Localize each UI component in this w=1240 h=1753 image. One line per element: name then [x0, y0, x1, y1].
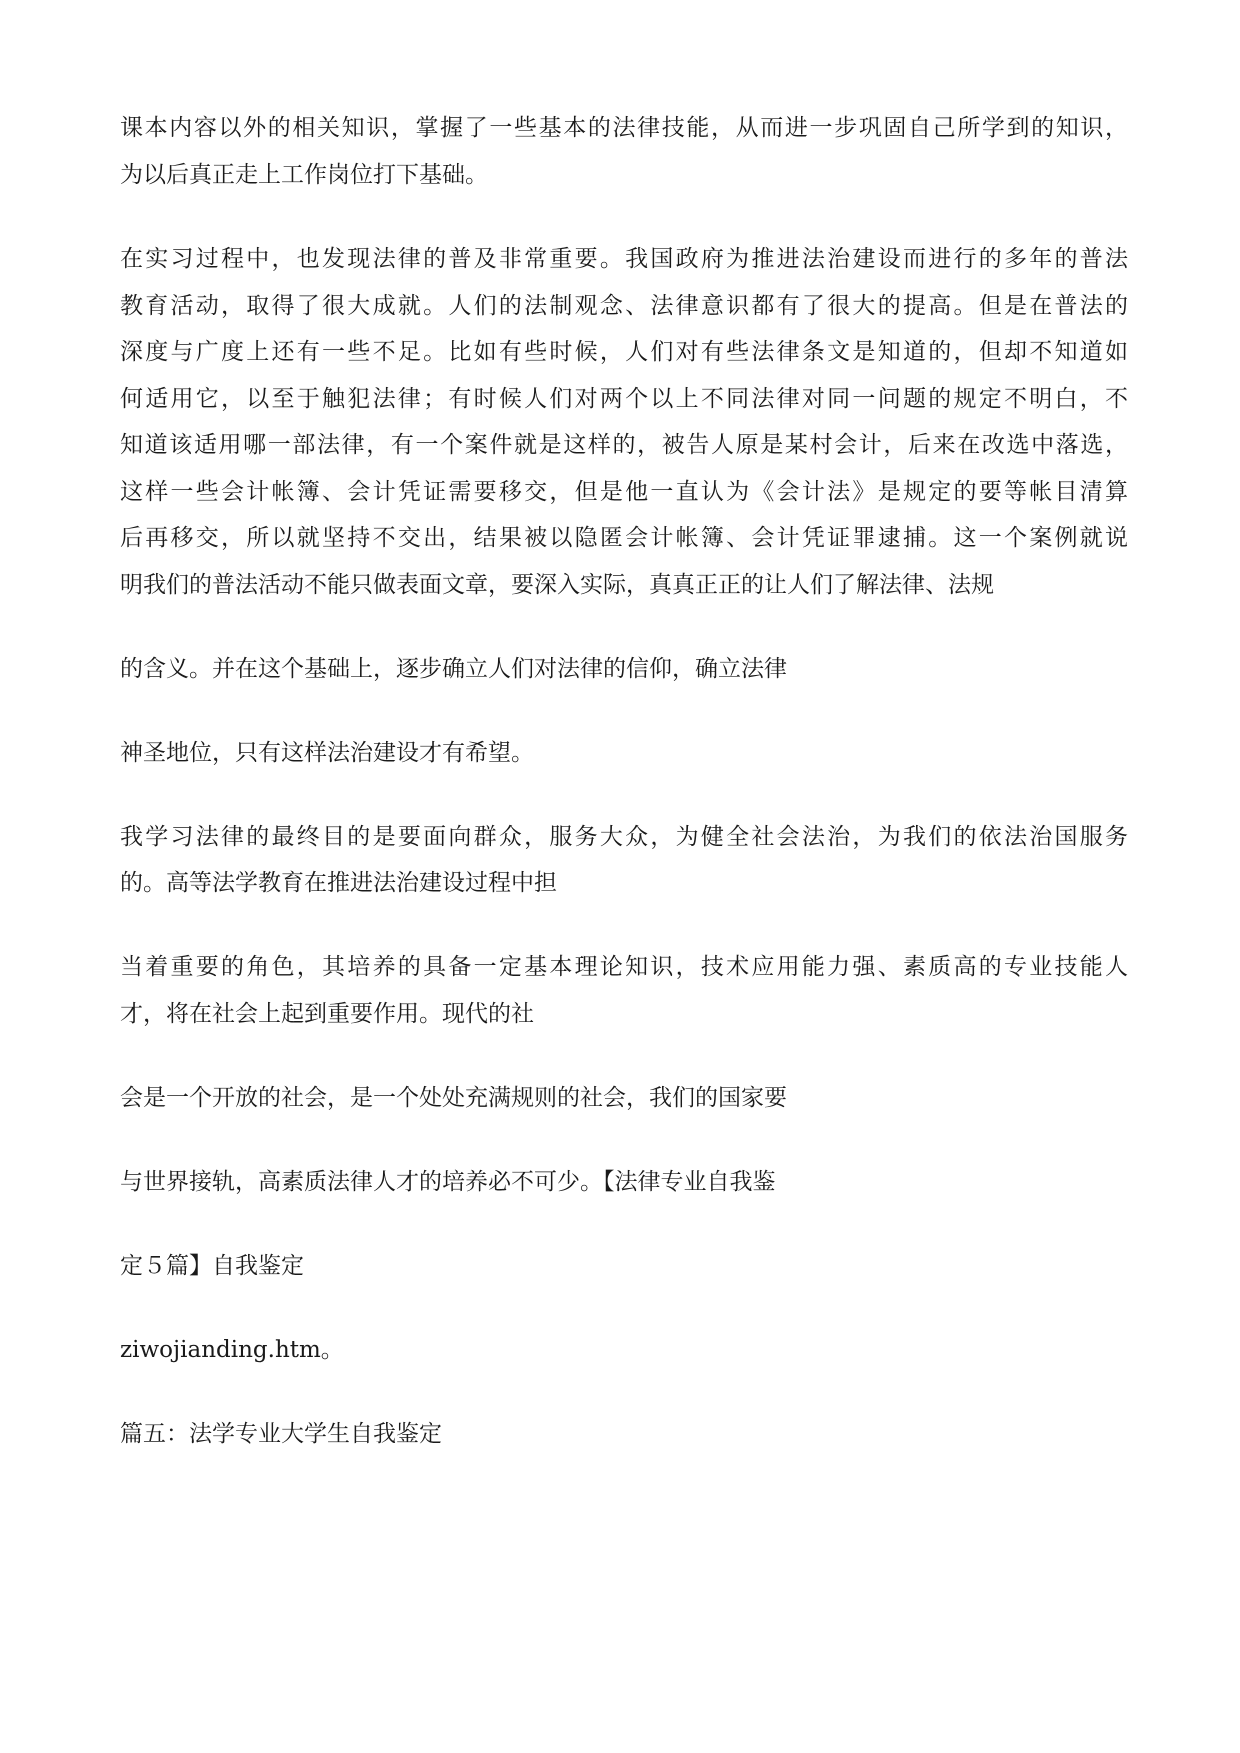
- text-line: 的含义。并在这个基础上，逐步确立人们对法律的信仰，确立法律: [120, 656, 787, 682]
- text-line: 为以后真正走上工作岗位打下基础。: [120, 162, 488, 188]
- text-line: 教育活动，取得了很大成就。人们的法制观念、法律意识都有了很大的提高。但是在普法的: [120, 293, 1128, 319]
- text-line: 我学习法律的最终目的是要面向群众，服务大众，为健全社会法治，为我们的依法治国服务: [120, 824, 1128, 850]
- text-line: 的。高等法学教育在推进法治建设过程中担: [120, 870, 557, 896]
- text-line: 会是一个开放的社会，是一个处处充满规则的社会，我们的国家要: [120, 1085, 787, 1111]
- text-line: 在实习过程中，也发现法律的普及非常重要。我国政府为推进法治建设而进行的多年的普法: [120, 246, 1128, 272]
- text-line: 深度与广度上还有一些不足。比如有些时候，人们对有些法律条文是知道的，但却不知道如: [120, 339, 1128, 365]
- text-line: 才，将在社会上起到重要作用。现代的社: [120, 1001, 534, 1027]
- text-line: 定５篇】自我鉴定: [120, 1253, 304, 1279]
- text-line: 课本内容以外的相关知识，掌握了一些基本的法律技能，从而进一步巩固自己所学到的知识，: [120, 115, 1128, 141]
- text-line: 神圣地位，只有这样法治建设才有希望。: [120, 740, 534, 766]
- section-heading: 篇五：法学专业大学生自我鉴定: [120, 1421, 442, 1447]
- text-line: 与世界接轨，高素质法律人才的培养必不可少。【法律专业自我鉴: [120, 1169, 776, 1195]
- text-line: 明我们的普法活动不能只做表面文章，要深入实际，真真正正的让人们了解法律、法规: [120, 572, 994, 598]
- text-line: 当着重要的角色，其培养的具备一定基本理论知识，技术应用能力强、素质高的专业技能人: [120, 954, 1128, 980]
- text-line: 后再移交，所以就坚持不交出，结果被以隐匿会计帐簿、会计凭证罪逮捕。这一个案例就说: [120, 525, 1128, 551]
- text-line: 何适用它，以至于触犯法律；有时候人们对两个以上不同法律对同一问题的规定不明白，不: [120, 386, 1128, 412]
- text-line: 这样一些会计帐簿、会计凭证需要移交，但是他一直认为《会计法》是规定的要等帐目清算: [120, 479, 1128, 505]
- url-text: ziwojianding.htm。: [120, 1337, 344, 1363]
- text-line: 知道该适用哪一部法律，有一个案件就是这样的，被告人原是某村会计，后来在改选中落选，: [120, 432, 1128, 458]
